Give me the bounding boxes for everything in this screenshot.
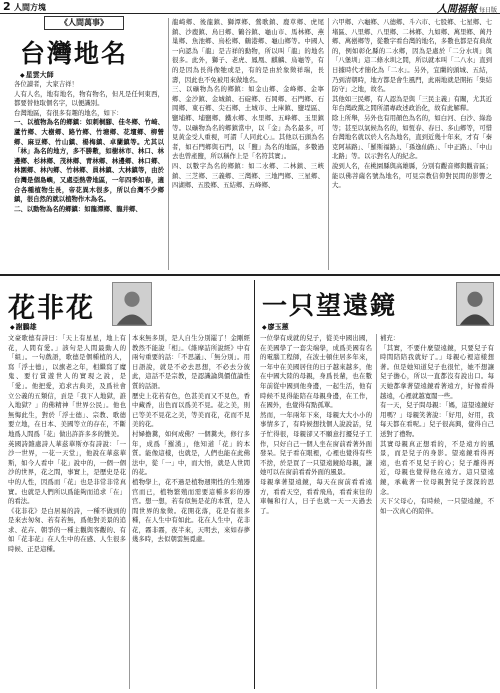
article-title-taiwan: 台灣地名 (20, 39, 129, 68)
paragraph: 二、以動物為名的鄉鎮：如龍潭鄉、龍井鄉、 (14, 204, 142, 213)
byline-taiwan (20, 70, 54, 80)
byline-author: 廖玉蕙 (267, 323, 289, 331)
paragraph: 其他如三民鄉，有人認為是與「三民主義」有關，尤其近年台灣政黨之間所謂專政述政治化，故有此解釋。 (332, 94, 492, 113)
paragraph: 補充： (380, 334, 400, 342)
paragraph: 四、以數字為名的鄉鎮：如二水鄉、二林鎮、三峽鎮、三芝鄉、三義鄉、三灣鄉、三地門鄉、三星鄉、四湖鄉、五股鄉、五結鄉、五峰鄉、 (172, 161, 324, 190)
paragraph: 母親拿著望遠鏡，每天在窗前看看遠方，看看天空，看看飛鳥，看看來往的車輛和行人，日子也就一天一天過去了。 (260, 477, 372, 515)
flower-column-1 (8, 334, 126, 689)
flower-column-2 (132, 334, 250, 689)
paragraph: 一位學有成就的兒子，從美中國出國，在美國學了一套尖端學，成爲美國有名的電腦工程師，在波士頓住居多年來，一年中在美國居住的日子越來越多，他在中國大陸的母親，身爲長輩，也在數年前從中國到他身邊，一起生活，他有時候不見得能陪在母親身邊，在工作，在國外，也覺得有點孤單。 (260, 334, 372, 410)
taiwan-column-1 (14, 80, 164, 270)
paragraph: 本來無多別，是人自生分別罷了！金剛經教然不能說「相」。《維摩詰所說經》中有兩句重要的話：「不思議」、「無分別」。用日語說，就是不必去思想，不必去分彼此，這話不是宗教，是認識論與價值論性質的話語。 (132, 334, 250, 390)
taiwan-column-3 (332, 18, 492, 270)
taiwan-column-2 (172, 18, 324, 270)
article-title-telescope: 一只望遠鏡 (262, 291, 398, 320)
author-photo-telescope (456, 282, 494, 326)
byline-telescope (262, 322, 289, 332)
paragraph: 植物學上，花不過是植物週期性的生殖器官而已，植物繁殖而需要這種多彩的器官。想一想，若有似無是花的本質，是人間世界的象徵。花開花落，花是有很多種，在人生中有如此。花在人生中，花非花，霧非霧，夜半來，天明去，來如春夢幾多時，去似朝雲無覓處。 (132, 477, 250, 544)
newspaper-masthead (437, 0, 497, 15)
paragraph: 各位讀者，大家吉祥！ (14, 80, 78, 88)
byline-diamond-icon: ◆ (10, 324, 15, 331)
telescope-column-1 (260, 334, 372, 689)
byline-author: 星雲大師 (25, 71, 54, 79)
telescope-column-2 (380, 334, 494, 689)
portrait-icon (113, 283, 151, 325)
paragraph: 除上所舉，另外也有用顏色為名的，如白河、白沙、綠島等；甚至以氣候為名的，如恆春、春日、多山鄉等，可惜台灣地名就以於人名為地名，直到近幾十年來，才有「秦克阿基路」、「羅斯福路」、「孫逸仙路」、「中正路」、「中山北路」等。以示對名人的紀念。 (332, 113, 492, 161)
article-title-flower: 花非花 (8, 293, 95, 324)
paragraph: 村婦擔糞，如何成佛？一個糞夫，修行多年，成爲「羅漢」，他知道「花」的本質。能像這樣，也就是，人們也能在此佛法中，從「一」中，而大悟，就是人世間的花。 (132, 429, 250, 477)
section-divider-vertical (254, 280, 255, 689)
paragraph: 說到人名，在桃園縣與高雄縣，分別有觀音鄉與觀音區；能以佛菩薩名號為地名，可見宗教信仰對民間的影響之大。 (332, 161, 492, 190)
paragraph: 人有人名，地有地名，物有物名，但凡是任何東西，都要替他取個名字，以便識別。 (14, 89, 164, 108)
section-name: 人間方塊 (14, 3, 46, 12)
page-header (0, 0, 500, 14)
paragraph: 龍崎鄉、後龍鎮、獅潭鄉、鶯歌鎮、鹿草鄉、虎尾鎮、沙鹿鎮、鳥日鄉、鶴谷鎮、龜山市、馬林鄉、燕巢鄉、魚池鄉、鳥松鄉、鶴港鄉、龜山鄉等。中國人一向認為「龍」是吉祥的動物，所以叫「龍」的地名很多。此外，獅子、老虎、鳳凰、麒麟、烏龜等，有的是因為長得像牠或是，有的是由於象徵祥瑞，長壽，因此也不免被用來做地名。 (172, 18, 324, 84)
paragraph: 一、以植物為名的鄉鎮：如刺桐腳、佳冬鄉、竹崎、蘆竹鄉、大樹鄉、路竹鄉、竹塘鄉、花壇鄉、柳營鄉、麻豆鄉、竹山鎮、楊梅鎮、卓蘭鎮等。尤其以「林」為名的地方，多不勝數，如樹林市、林口、林邊鄉、杉林鄉、茂林鄉、青林鄉、林邊鄉、林口鄉、林園鄉、林內鄉、竹林鄉、員林鎮、大林鎮等，由於台灣是個島嶼，又處亞熱帶地區，一年四季如春，適合各種植物生長，帝花異木很多，所以台灣不少鄉鎮，很自然的就以植物作木為名。 (14, 118, 164, 204)
paragraph: 天下父母心，有時候，一只望遠鏡，不如一次真心的陪伴。 (380, 497, 494, 515)
column-divider (129, 334, 130, 689)
masthead-edition: 每日版 (478, 7, 497, 14)
column-divider (168, 18, 169, 270)
author-photo-flower (112, 282, 152, 326)
column-divider (376, 334, 377, 689)
paragraph: 然而，一年兩年下來，母親大大小小的事情多了，有時候想找個人說說話，兒子忙得很，母親卻又不願意打擾兒子工作，只好自己一個人坐在窗前看著外面發呆。兒子看在眼裡，心裡也覺得有些不捨，於是買了一只望遠鏡給母親，讓她可以在窗前看看外面的風景。 (260, 410, 372, 477)
page-number: 2 (3, 0, 11, 13)
byline-diamond-icon: ◆ (262, 324, 267, 331)
paragraph: 其實母親真正想看的，不是遠方的風景，而是兒子的身影。望遠鏡看得再遠，也看不見兒子的心；兒子離得再近，母親也覺得他在遠方。這只望遠鏡，承載著一位母親對兒子深深的思念。 (380, 439, 494, 496)
masthead-title: 人間福報 (436, 4, 477, 15)
paragraph: 「其實，不要什麼望遠鏡，只要兒子有時間陪陪我就好了。」母親心裡這樣想著。但是她知道兒子也很忙，她不想讓兒子擔心，所以一直都沒有說出口。每天她都拿著望遠鏡看著遠方，好像看得越遠，心裡就越寬闊一些。 (380, 343, 494, 400)
paragraph: 文豪歌德有詩曰：「天上有星星，地上有花，人間有愛。」該句是人間最動人的「組」。一句戲語，歌德是個種植的人，寫「浮士德」，以旗老之年，相繼寫了魔鬼、要行賞遊世人的實現之說，是「愛」。他把愛，追求古典美，及爲社會立公義的五類信，貢是「我下人地獄，誰入地獄？」的佛精神「世界公民」。他也無悔此生，對於「浮士德」、宗教、歌德要立地，在日本、美國等立的存在，不斷地爲人間爲「花」做出許許多多的贊美。 (8, 334, 126, 438)
portrait-icon (457, 283, 493, 325)
column-divider (328, 18, 329, 270)
paragraph: 有一天，兒子問母親：「媽，這望遠鏡好用嗎？」母親笑著說：「好用，好用，我每天都在看呢。」兒子很高興，覺得自己送對了禮物。 (380, 401, 494, 438)
paragraph: 六甲鄉、六龜鄉、八德鄉、斗六市、七股鄉、七星鄉、七堵區、八里鄉、八里鄉、二林鄉、九如鄉、萬里鄉、萬丹鄉、萬巒鄉等，從數字看台灣的地名，多數也都是有典故的，例如彰化縣的二水鄉，因為是處於「二分水圳」與「八堡圳」這二條水圳之間，所以就本叫「二八水」直到日據時代才簡化為「二水」。另外，宜蘭的頭城、五結，乃到清朝時，地方都是會生風門，此兩地就是開拓「集結防守」之地，故名。 (332, 18, 492, 94)
byline-author: 謝鵬雄 (15, 323, 37, 331)
paragraph: 《花非花》是白居易的詩，一種不做到的是來去匆匆、若有若無，爲他對美景的追求、花卉、朝爭的一種主觀與客觀的、有如「花非花」在人生中的在感、人生很多時候、正是這種。 (8, 506, 126, 554)
paragraph: 歷史上花若有色，色甚美而又不見色，香中藏香，出色而以爲美不見。花之美，則已等美不見花之美，等美而花，花而不見美的花。 (132, 391, 250, 429)
paragraph: 三、以礦物為名的鄉鎮：如金山鄉、金峰鄉、金寧鄉、金沙鎮、金城鎮、石碇鄉、石岡鄉、石門鄉、石岡鄉、東石鄉、尖石鄉、土城市、土庫鎮、鹽埕區、鹽埔鄉、埔鹽鄉、鐵水鄉、水里鄉、五峰鄉、玉里鎮等。以礦物為名的鄉鎮當中，以「金」為名最多，可見黃金受人重視，可謂「人同此心」。其他以石頭為名者，如石門鄉與石門，以「鹽」為名的地區，多數過去也曾產鹽，所以稱作上是「名符其實」。 (172, 85, 324, 161)
byline-flower (10, 322, 37, 332)
column-tag: 《人間萬事》 (44, 16, 124, 30)
byline-diamond-icon: ◆ (20, 72, 25, 79)
section-divider (0, 274, 500, 276)
paragraph: 英國詩雜處詩人華茲華斯亦有詩說：「一沙一世界，一花一天堂」，他說在華茲華斯，如今人看中「花」說中的，一個一個沙的世界，花之間，事實上，是歷史是花中的人性，因爲而「花」也是非常非常真實。也就是人們所以爲能夠而追求「在」的看法。 (8, 439, 126, 506)
paragraph: 台灣地區，有很多有趣的地名，如下： (14, 108, 123, 117)
